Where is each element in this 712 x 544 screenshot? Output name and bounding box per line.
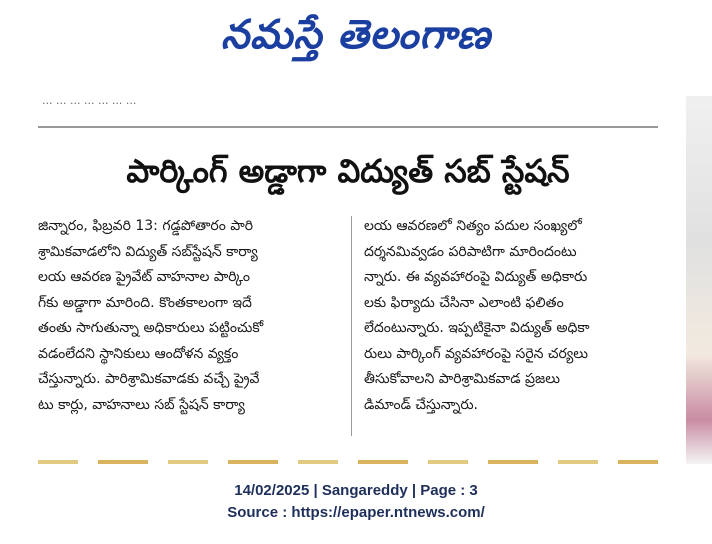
column-line: దర్శనమివ్వడం పరిపాటిగా మారిందంటు bbox=[364, 243, 577, 260]
column-line: లకు ఫిర్యాదు చేసినా ఎలాంటి ఫలితం bbox=[364, 294, 564, 311]
column-line: తంతు సాగుతున్నా అధికారులు పట్టించుకో bbox=[38, 320, 264, 336]
column-line: లయ ఆవరణలో నిత్యం పదుల సంఖ్యలో bbox=[364, 218, 582, 234]
column-line: లేదంటున్నారు. ఇప్పటికైనా విద్యుత్ అధికా bbox=[364, 320, 590, 336]
previous-article-fragment: ... ... ... ... ... ... ... bbox=[42, 96, 137, 106]
article-headline: పార్కింగ్ అడ్డాగా విద్యుత్ సబ్ స్టేషన్ bbox=[126, 152, 570, 190]
bottom-divider bbox=[38, 460, 658, 464]
top-divider bbox=[38, 126, 658, 128]
article-column-left bbox=[38, 214, 334, 418]
source-footer bbox=[0, 480, 712, 524]
column-line: వడంలేదని స్థానికులు ఆందోళన వ్యక్తం bbox=[38, 345, 239, 362]
column-line: తీసుకోవాలని పారిశ్రామికవాడ ప్రజలు bbox=[364, 371, 560, 387]
masthead bbox=[0, 0, 712, 78]
footer-date-edition: 14/02/2025 | Sangareddy | Page : 3 bbox=[234, 482, 478, 499]
column-line: టు కార్లు, వాహనాలు సబ్ స్టేషన్ కార్యా bbox=[38, 396, 245, 413]
column-line: చేస్తున్నారు. పారిశ్రామికవాడకు వచ్చే ప్రైవే bbox=[38, 371, 260, 387]
column-line: లయ ఆవరణ ప్రైవేట్ వాహనాల పార్కిం bbox=[38, 269, 250, 285]
column-line: గ్‌కు అడ్డాగా మారింది. కొంతకాలంగా ఇదే bbox=[38, 294, 252, 311]
adjacent-page-edge bbox=[686, 96, 712, 464]
article-clipping bbox=[38, 96, 658, 464]
footer-source-link[interactable]: Source : https://epaper.ntnews.com/ bbox=[227, 504, 485, 521]
column-divider bbox=[351, 216, 352, 436]
column-line: జిన్నారం, ఫిబ్రవరి 13: గడ్డపోతారం పారి bbox=[38, 218, 254, 234]
column-line: రులు పార్కింగ్ వ్యవహారంపై సరైన చర్యలు bbox=[364, 345, 589, 362]
column-line: న్నారు. ఈ వ్యవహారంపై విద్యుత్ అధికారు bbox=[364, 269, 588, 285]
column-line: శ్రామికవాడలోని విద్యుత్ సబ్‌స్టేషన్ కార్యా bbox=[38, 243, 258, 260]
article-column-right bbox=[364, 214, 658, 418]
masthead-logo-text: నమస్తే తెలంగాణ bbox=[220, 10, 492, 58]
column-line: డిమాండ్ చేస్తున్నారు. bbox=[364, 396, 478, 413]
